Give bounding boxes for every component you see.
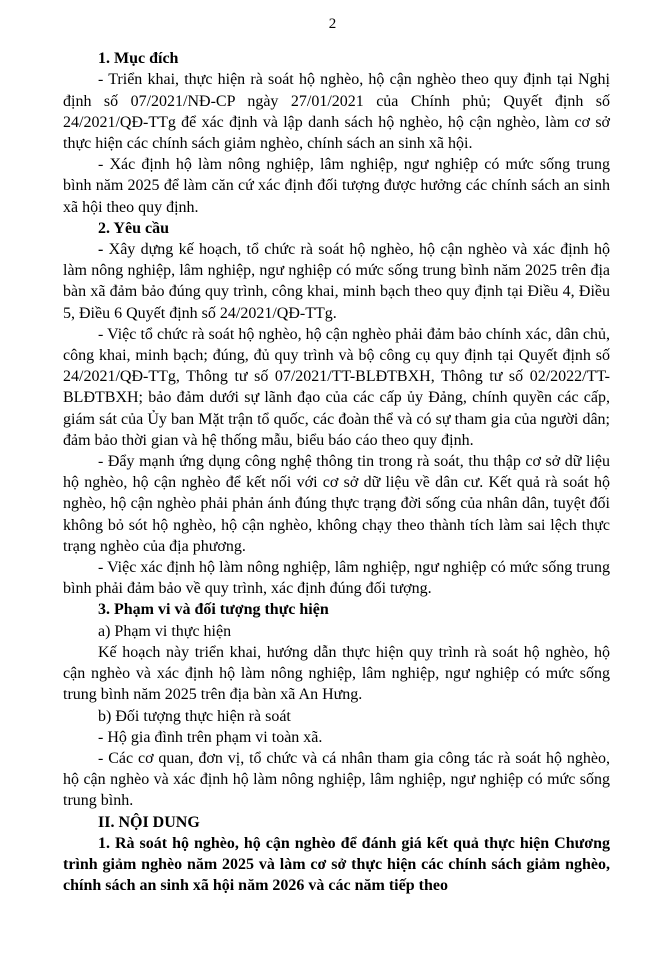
paragraph-trien-khai: - Triển khai, thực hiện rà soát hộ nghèo, hộ cận nghèo theo quy định tại Nghị định số 07/2021/NĐ-CP ngày 27/01/2021 của Chính phủ; Quyết định số 24/2021/QĐ-TTg để xác định và lập danh sách hộ nghèo, hộ cận nghèo, làm cơ sở thực hiện các chính sách giảm nghèo, chính sách an sinh xã hội. [63, 71, 610, 153]
paragraph-a-pham-vi: a) Phạm vi thực hiện [98, 622, 232, 640]
paragraph-ho-gia-dinh: - Hộ gia đình trên phạm vi toàn xã. [98, 728, 323, 746]
paragraph-viec-to-chuc: - Việc tổ chức rà soát hộ nghèo, hộ cận nghèo phải đảm bảo chính xác, dân chủ, công khai, minh bạch; đúng, đủ quy trình và bộ công cụ quy định tại Quyết định số 24/2021/QĐ-TTg, Thông tư số 07/2021/TT-BLĐTBXH, Thông tư số 02/2022/TT-BLĐTBXH; bảo đảm dưới sự lãnh đạo của các cấp ủy Đảng, chính quyền các cấp, giám sát của Ủy ban Mặt trận tổ quốc, các đoàn thể và có sự tham gia của người dân; đảm bảo thời gian và hệ thống mẫu, biểu báo cáo theo quy định. [63, 325, 610, 449]
paragraph-b-doi-tuong: b) Đối tượng thực hiện rà soát [98, 707, 291, 725]
heading-pham-vi: 3. Phạm vi và đối tượng thực hiện [98, 601, 329, 619]
heading-muc-dich: 1. Mục đích [98, 50, 179, 68]
paragraph-ke-hoach: Kế hoạch này triển khai, hướng dẫn thực hiện quy trình rà soát hộ nghèo, hộ cận nghèo và xác định hộ làm nông nghiệp, lâm nghiệp, ngư nghiệp có mức sống trung bình năm 2025 trên địa bàn xã An Hưng. [63, 643, 610, 704]
paragraph-xay-dung [63, 239, 610, 324]
document-body [63, 48, 610, 896]
heading-noi-dung: II. NỘI DUNG [98, 813, 200, 831]
heading-yeu-cau: 2. Yêu cầu [98, 219, 169, 237]
paragraph-day-manh: - Đẩy mạnh ứng dụng công nghệ thông tin trong rà soát, thu thập cơ sở dữ liệu hộ nghèo, hộ cận nghèo để kết nối với cơ sở dữ liệu về dân cư. Kết quả rà soát hộ nghèo, hộ cận nghèo phải phản ánh đúng thực trạng đời sống của nhân dân, tuyệt đối không bỏ sót hộ nghèo, hộ cận nghèo, không chạy theo thành tích làm sai lệch thực trạng nghèo của địa phương. [63, 453, 610, 555]
paragraph-xac-dinh-ho: - Xác định hộ làm nông nghiệp, lâm nghiệp, ngư nghiệp có mức sống trung bình năm 2025 để làm căn cứ xác định đối tượng được hưởng các chính sách an sinh xã hội theo quy định. [63, 156, 610, 216]
page-number: 2 [328, 16, 337, 32]
paragraph-viec-xac-dinh: - Việc xác định hộ làm nông nghiệp, lâm nghiệp, ngư nghiệp có mức sống trung bình phải đảm bảo về quy trình, xác định đúng đối tượng. [63, 559, 610, 598]
paragraph-ra-soat-bold: 1. Rà soát hộ nghèo, hộ cận nghèo để đánh giá kết quả thực hiện Chương trình giảm nghèo năm 2025 và làm cơ sở thực hiện các chính sách giảm nghèo, chính sách an sinh xã hội năm 2026 và các năm tiếp theo [63, 834, 610, 895]
paragraph-xay-dung-text: Xây dựng kế hoạch, tổ chức rà soát hộ nghèo, hộ cận nghèo và xác định hộ làm nông nghiệp, lâm nghiệp, ngư nghiệp có mức sống trung bình năm 2025 trên địa bàn xã đảm bảo đúng quy trình, công khai, minh bạch theo quy định tại Điều 4, Điều 5, Điều 6 Quyết định số 24/2021/QĐ-TTg. [63, 241, 610, 322]
bold-dash: - [98, 241, 104, 259]
paragraph-cac-co-quan: - Các cơ quan, đơn vị, tổ chức và cá nhân tham gia công tác rà soát hộ nghèo, hộ cận nghèo và xác định hộ làm nông nghiệp, lâm nghiệp, ngư nghiệp có mức sống trung bình. [63, 749, 610, 810]
